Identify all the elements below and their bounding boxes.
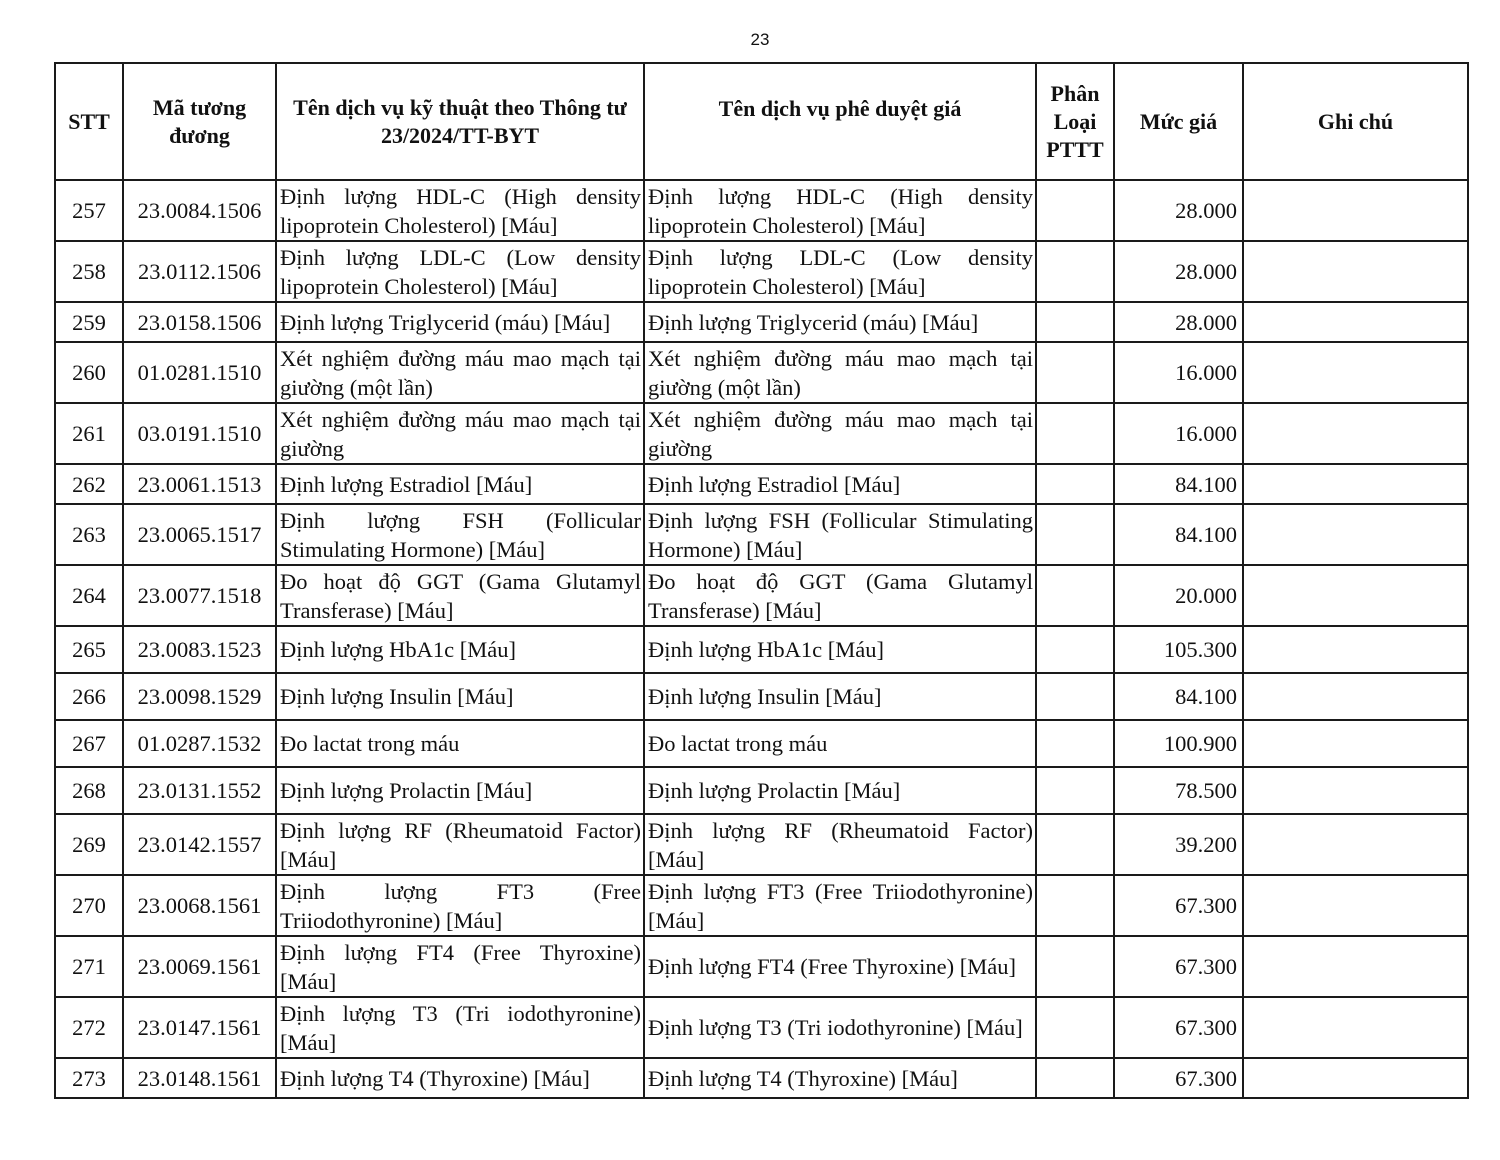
table-body: [55, 180, 1468, 1098]
cell-code: 23.0083.1523: [123, 626, 276, 673]
cell-stt: 263: [55, 504, 123, 565]
cell-approved-name: Định lượng HbA1c [Máu]: [644, 626, 1036, 673]
cell-code: 23.0131.1552: [123, 767, 276, 814]
table-row: [55, 403, 1468, 464]
cell-note: [1243, 767, 1468, 814]
cell-approved-name: Định lượng Insulin [Máu]: [644, 673, 1036, 720]
cell-technical-name: Định lượng HDL-C (High density lipoprotein Cholesterol) [Máu]: [276, 180, 644, 241]
cell-price: 84.100: [1114, 464, 1243, 504]
cell-stt: 269: [55, 814, 123, 875]
cell-approved-name: Định lượng Triglycerid (máu) [Máu]: [644, 302, 1036, 342]
cell-code: 23.0084.1506: [123, 180, 276, 241]
header-price: Mức giá: [1114, 63, 1243, 180]
cell-note: [1243, 997, 1468, 1058]
table-row: [55, 565, 1468, 626]
header-classification: Phân Loại PTTT: [1036, 63, 1114, 180]
cell-price: 28.000: [1114, 241, 1243, 302]
cell-technical-name: Định lượng Prolactin [Máu]: [276, 767, 644, 814]
table-row: [55, 464, 1468, 504]
cell-classification: [1036, 342, 1114, 403]
cell-code: 03.0191.1510: [123, 403, 276, 464]
table-row: [55, 504, 1468, 565]
cell-classification: [1036, 565, 1114, 626]
cell-price: 39.200: [1114, 814, 1243, 875]
table-row: [55, 997, 1468, 1058]
cell-price: 28.000: [1114, 302, 1243, 342]
cell-stt: 258: [55, 241, 123, 302]
header-technical-name: Tên dịch vụ kỹ thuật theo Thông tư 23/2024/TT-BYT: [276, 63, 644, 180]
price-table: [54, 62, 1469, 1099]
cell-approved-name: Định lượng T4 (Thyroxine) [Máu]: [644, 1058, 1036, 1098]
header-code: Mã tương đương: [123, 63, 276, 180]
cell-technical-name: Đo lactat trong máu: [276, 720, 644, 767]
cell-stt: 259: [55, 302, 123, 342]
cell-code: 23.0112.1506: [123, 241, 276, 302]
cell-stt: 268: [55, 767, 123, 814]
cell-price: 16.000: [1114, 403, 1243, 464]
cell-price: 20.000: [1114, 565, 1243, 626]
table-row: [55, 180, 1468, 241]
cell-technical-name: Định lượng T3 (Tri iodothyronine) [Máu]: [276, 997, 644, 1058]
cell-classification: [1036, 504, 1114, 565]
cell-classification: [1036, 997, 1114, 1058]
cell-note: [1243, 302, 1468, 342]
cell-classification: [1036, 626, 1114, 673]
cell-price: 28.000: [1114, 180, 1243, 241]
cell-code: 01.0281.1510: [123, 342, 276, 403]
table-row: [55, 767, 1468, 814]
cell-technical-name: Định lượng Estradiol [Máu]: [276, 464, 644, 504]
cell-code: 23.0098.1529: [123, 673, 276, 720]
table-row: [55, 814, 1468, 875]
cell-price: 84.100: [1114, 504, 1243, 565]
table-row: [55, 673, 1468, 720]
cell-technical-name: Định lượng HbA1c [Máu]: [276, 626, 644, 673]
cell-code: 23.0158.1506: [123, 302, 276, 342]
cell-note: [1243, 626, 1468, 673]
table-row: [55, 626, 1468, 673]
cell-stt: 261: [55, 403, 123, 464]
cell-classification: [1036, 403, 1114, 464]
cell-approved-name: Xét nghiệm đường máu mao mạch tại giường (một lần): [644, 342, 1036, 403]
table-row: [55, 241, 1468, 302]
cell-note: [1243, 814, 1468, 875]
table-row: [55, 302, 1468, 342]
table-row: [55, 342, 1468, 403]
cell-stt: 260: [55, 342, 123, 403]
cell-stt: 273: [55, 1058, 123, 1098]
table-row: [55, 720, 1468, 767]
cell-stt: 272: [55, 997, 123, 1058]
cell-price: 67.300: [1114, 875, 1243, 936]
cell-price: 67.300: [1114, 1058, 1243, 1098]
cell-note: [1243, 403, 1468, 464]
cell-price: 100.900: [1114, 720, 1243, 767]
cell-code: 01.0287.1532: [123, 720, 276, 767]
cell-approved-name: Định lượng FSH (Follicular Stimulating Hormone) [Máu]: [644, 504, 1036, 565]
cell-note: [1243, 875, 1468, 936]
cell-technical-name: Định lượng FSH (Follicular Stimulating Hormone) [Máu]: [276, 504, 644, 565]
cell-technical-name: Định lượng FT3 (Free Triiodothyronine) [Máu]: [276, 875, 644, 936]
cell-classification: [1036, 720, 1114, 767]
cell-stt: 266: [55, 673, 123, 720]
cell-classification: [1036, 875, 1114, 936]
cell-note: [1243, 180, 1468, 241]
cell-note: [1243, 504, 1468, 565]
cell-technical-name: Xét nghiệm đường máu mao mạch tại giường: [276, 403, 644, 464]
cell-stt: 264: [55, 565, 123, 626]
cell-technical-name: Định lượng Insulin [Máu]: [276, 673, 644, 720]
cell-classification: [1036, 673, 1114, 720]
cell-code: 23.0077.1518: [123, 565, 276, 626]
header-note: Ghi chú: [1243, 63, 1468, 180]
cell-approved-name: Đo lactat trong máu: [644, 720, 1036, 767]
cell-technical-name: Định lượng FT4 (Free Thyroxine) [Máu]: [276, 936, 644, 997]
cell-approved-name: Đo hoạt độ GGT (Gama Glutamyl Transferase) [Máu]: [644, 565, 1036, 626]
cell-note: [1243, 464, 1468, 504]
cell-code: 23.0142.1557: [123, 814, 276, 875]
cell-price: 16.000: [1114, 342, 1243, 403]
cell-note: [1243, 720, 1468, 767]
cell-price: 78.500: [1114, 767, 1243, 814]
cell-code: 23.0069.1561: [123, 936, 276, 997]
table-header-row: [55, 63, 1468, 180]
cell-note: [1243, 241, 1468, 302]
cell-stt: 267: [55, 720, 123, 767]
cell-technical-name: Định lượng T4 (Thyroxine) [Máu]: [276, 1058, 644, 1098]
cell-classification: [1036, 302, 1114, 342]
cell-classification: [1036, 464, 1114, 504]
cell-approved-name: Định lượng T3 (Tri iodothyronine) [Máu]: [644, 997, 1036, 1058]
cell-stt: 257: [55, 180, 123, 241]
cell-note: [1243, 565, 1468, 626]
cell-classification: [1036, 814, 1114, 875]
header-approved-name: Tên dịch vụ phê duyệt giá: [644, 63, 1036, 180]
cell-approved-name: Định lượng FT3 (Free Triiodothyronine) [Máu]: [644, 875, 1036, 936]
cell-classification: [1036, 241, 1114, 302]
cell-stt: 270: [55, 875, 123, 936]
cell-classification: [1036, 180, 1114, 241]
cell-note: [1243, 673, 1468, 720]
cell-code: 23.0061.1513: [123, 464, 276, 504]
cell-code: 23.0065.1517: [123, 504, 276, 565]
cell-code: 23.0148.1561: [123, 1058, 276, 1098]
cell-approved-name: Xét nghiệm đường máu mao mạch tại giường: [644, 403, 1036, 464]
cell-price: 105.300: [1114, 626, 1243, 673]
header-stt: STT: [55, 63, 123, 180]
cell-technical-name: Định lượng LDL-C (Low density lipoprotein Cholesterol) [Máu]: [276, 241, 644, 302]
cell-technical-name: Đo hoạt độ GGT (Gama Glutamyl Transferase) [Máu]: [276, 565, 644, 626]
cell-stt: 271: [55, 936, 123, 997]
cell-note: [1243, 1058, 1468, 1098]
cell-price: 67.300: [1114, 997, 1243, 1058]
cell-approved-name: Định lượng RF (Rheumatoid Factor) [Máu]: [644, 814, 1036, 875]
cell-price: 67.300: [1114, 936, 1243, 997]
cell-approved-name: Định lượng HDL-C (High density lipoprotein Cholesterol) [Máu]: [644, 180, 1036, 241]
table-row: [55, 875, 1468, 936]
cell-stt: 265: [55, 626, 123, 673]
table-row: [55, 936, 1468, 997]
cell-classification: [1036, 767, 1114, 814]
cell-code: 23.0068.1561: [123, 875, 276, 936]
cell-approved-name: Định lượng Estradiol [Máu]: [644, 464, 1036, 504]
table-row: [55, 1058, 1468, 1098]
cell-classification: [1036, 1058, 1114, 1098]
cell-approved-name: Định lượng Prolactin [Máu]: [644, 767, 1036, 814]
cell-technical-name: Định lượng RF (Rheumatoid Factor) [Máu]: [276, 814, 644, 875]
cell-technical-name: Xét nghiệm đường máu mao mạch tại giường (một lần): [276, 342, 644, 403]
cell-approved-name: Định lượng FT4 (Free Thyroxine) [Máu]: [644, 936, 1036, 997]
cell-approved-name: Định lượng LDL-C (Low density lipoprotein Cholesterol) [Máu]: [644, 241, 1036, 302]
cell-classification: [1036, 936, 1114, 997]
cell-note: [1243, 936, 1468, 997]
cell-price: 84.100: [1114, 673, 1243, 720]
page-number: 23: [750, 30, 770, 49]
cell-stt: 262: [55, 464, 123, 504]
cell-code: 23.0147.1561: [123, 997, 276, 1058]
cell-note: [1243, 342, 1468, 403]
cell-technical-name: Định lượng Triglycerid (máu) [Máu]: [276, 302, 644, 342]
